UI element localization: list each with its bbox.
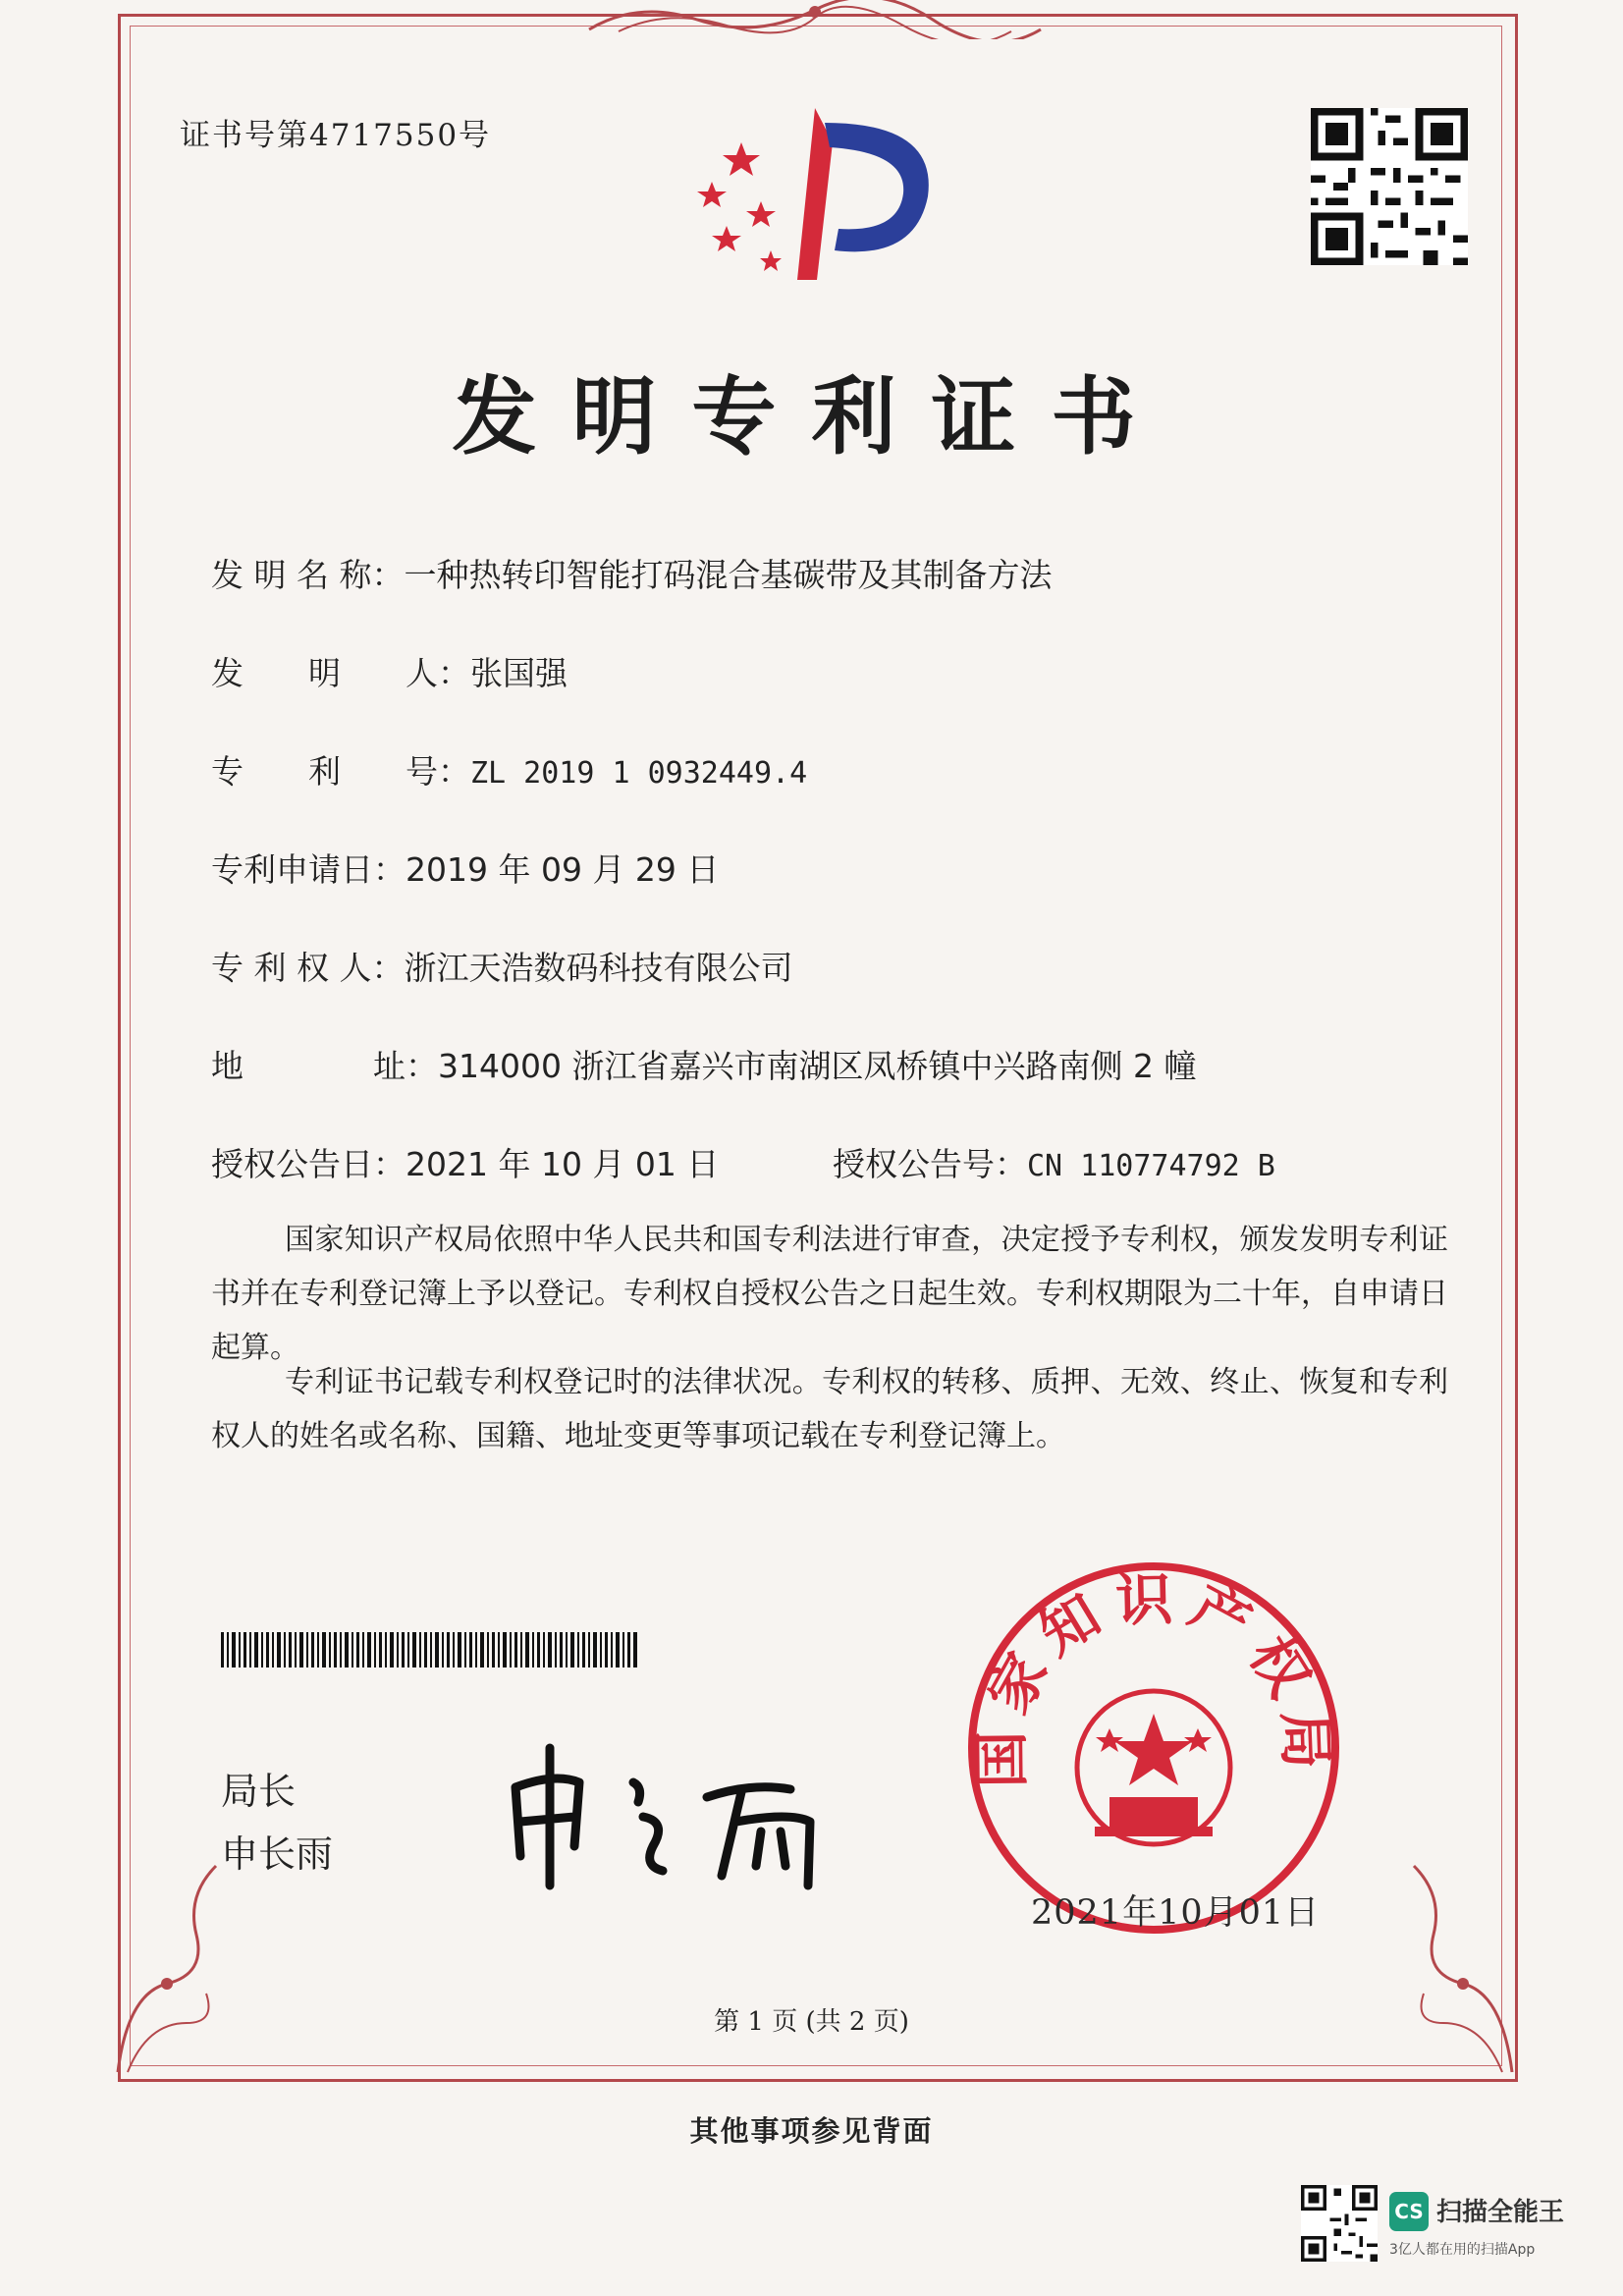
scanner-qr-icon bbox=[1301, 2185, 1378, 2262]
certificate-number: 证书号第4717550号 bbox=[180, 118, 492, 153]
patentee-value: 浙江天浩数码科技有限公司 bbox=[404, 949, 793, 987]
seal-text: 国家知识产权局 bbox=[967, 1565, 1341, 1789]
grant-number-value: CN 110774792 B bbox=[1027, 1149, 1275, 1183]
top-ornament-icon bbox=[579, 0, 1051, 39]
grant-date-label: 授权公告日： bbox=[211, 1145, 406, 1183]
bottom-left-ornament-icon bbox=[108, 1846, 226, 2082]
cnipa-seal-icon bbox=[962, 1557, 1345, 1940]
patent-number-row bbox=[211, 746, 807, 793]
inventor-row bbox=[211, 648, 568, 694]
patentee-label: 专 利 权 人： bbox=[211, 949, 405, 987]
invention-name-label: 发 明 名 称： bbox=[211, 556, 405, 594]
application-date-label: 专利申请日： bbox=[211, 850, 406, 889]
inventor-label: 发 明 人： bbox=[211, 654, 470, 692]
cnipa-emblem-icon bbox=[687, 103, 947, 285]
grant-number-label: 授权公告号： bbox=[833, 1145, 1027, 1183]
grant-statement-paragraph: 国家知识产权局依照中华人民共和国专利法进行审查，决定授予专利权，颁发发明专利证书并在专利登记簿上予以登记。专利权自授权公告之日起生效。专利权期限为二十年，自申请日起算。 bbox=[211, 1223, 1448, 1365]
application-date-value: 2019 年 09 月 29 日 bbox=[406, 850, 720, 889]
director-signature-icon bbox=[496, 1728, 849, 1895]
director-name: 申长雨 bbox=[221, 1832, 334, 1876]
application-date-row bbox=[211, 845, 719, 891]
scanner-tagline: 3亿人都在用的扫描App bbox=[1389, 2242, 1536, 2258]
seal-date: 2021年10月01日 bbox=[1031, 1893, 1321, 1933]
invention-name-value: 一种热转印智能打码混合基碳带及其制备方法 bbox=[404, 556, 1053, 594]
grant-date-value: 2021 年 10 月 01 日 bbox=[406, 1145, 720, 1183]
address-label: 地 址： bbox=[211, 1047, 438, 1085]
scanner-logo: CS bbox=[1389, 2192, 1429, 2231]
address-row bbox=[211, 1041, 1196, 1087]
qr-code-icon bbox=[1311, 108, 1468, 265]
barcode-icon bbox=[221, 1632, 638, 1667]
invention-name-row bbox=[211, 550, 1052, 596]
patentee-row bbox=[211, 943, 792, 989]
patent-number-label: 专 利 号： bbox=[211, 752, 470, 791]
grant-number-row bbox=[833, 1139, 1275, 1185]
address-value: 314000 浙江省嘉兴市南湖区凤桥镇中兴路南侧 2 幢 bbox=[438, 1047, 1197, 1085]
inventor-value: 张国强 bbox=[470, 654, 568, 692]
certificate-title: 发明专利证书 bbox=[452, 367, 1171, 466]
legal-status-paragraph: 专利证书记载专利权登记时的法律状况。专利权的转移、质押、无效、终止、恢复和专利权人的姓名或名称、国籍、地址变更等事项记载在专利登记簿上。 bbox=[211, 1365, 1448, 1453]
page-indicator: 第 1 页 (共 2 页) bbox=[714, 2007, 909, 2037]
scanner-name: 扫描全能王 bbox=[1436, 2198, 1565, 2227]
director-title: 局长 bbox=[221, 1770, 297, 1813]
bottom-right-ornament-icon bbox=[1404, 1846, 1522, 2082]
back-note: 其他事项参见背面 bbox=[689, 2114, 934, 2148]
patent-number-value: ZL 2019 1 0932449.4 bbox=[470, 756, 808, 791]
grant-date-row bbox=[211, 1139, 719, 1185]
